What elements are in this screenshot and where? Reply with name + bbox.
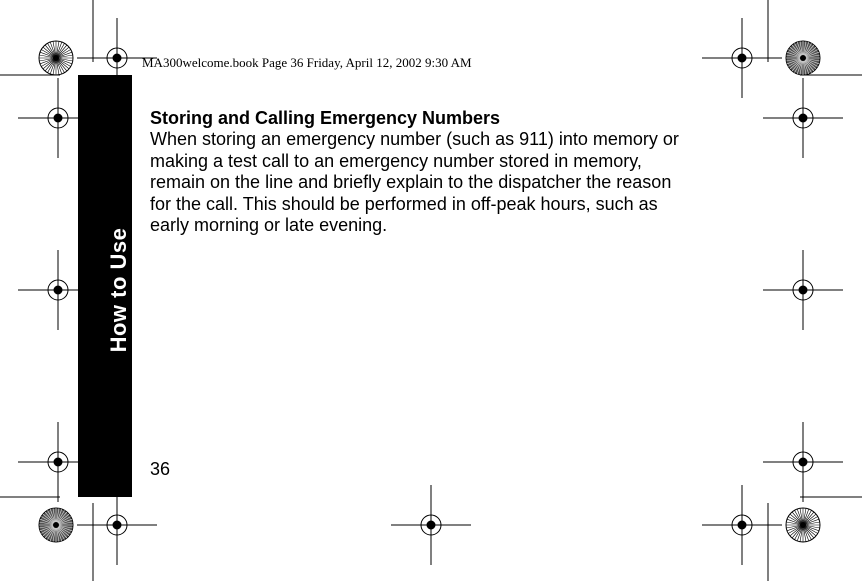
registration-mark xyxy=(77,485,157,565)
book-file-header: MA300welcome.book Page 36 Friday, April 12, 2002 9:30 AM xyxy=(142,55,472,70)
color-star-target xyxy=(786,508,820,542)
registration-mark xyxy=(702,18,782,98)
section-heading: Storing and Calling Emergency Numbers xyxy=(150,108,501,128)
registration-mark xyxy=(702,485,782,565)
registration-mark xyxy=(763,78,843,158)
side-tab-label: How to Use xyxy=(106,227,131,353)
registration-mark xyxy=(763,422,843,502)
page-number: 36 xyxy=(150,459,171,479)
registration-mark xyxy=(391,485,471,565)
registration-mark xyxy=(763,250,843,330)
color-star-target xyxy=(786,41,820,75)
content-area xyxy=(150,107,690,237)
color-star-target xyxy=(39,508,73,542)
color-star-target xyxy=(39,41,73,75)
body-paragraph: When storing an emergency number (such as 911) into memory or making a test call to an emergency number stored in memory, remain on the line and briefly explain to the dispatcher the reason for the call. This should be performed in off-peak hours, such as early morning or late evening. xyxy=(150,129,679,235)
